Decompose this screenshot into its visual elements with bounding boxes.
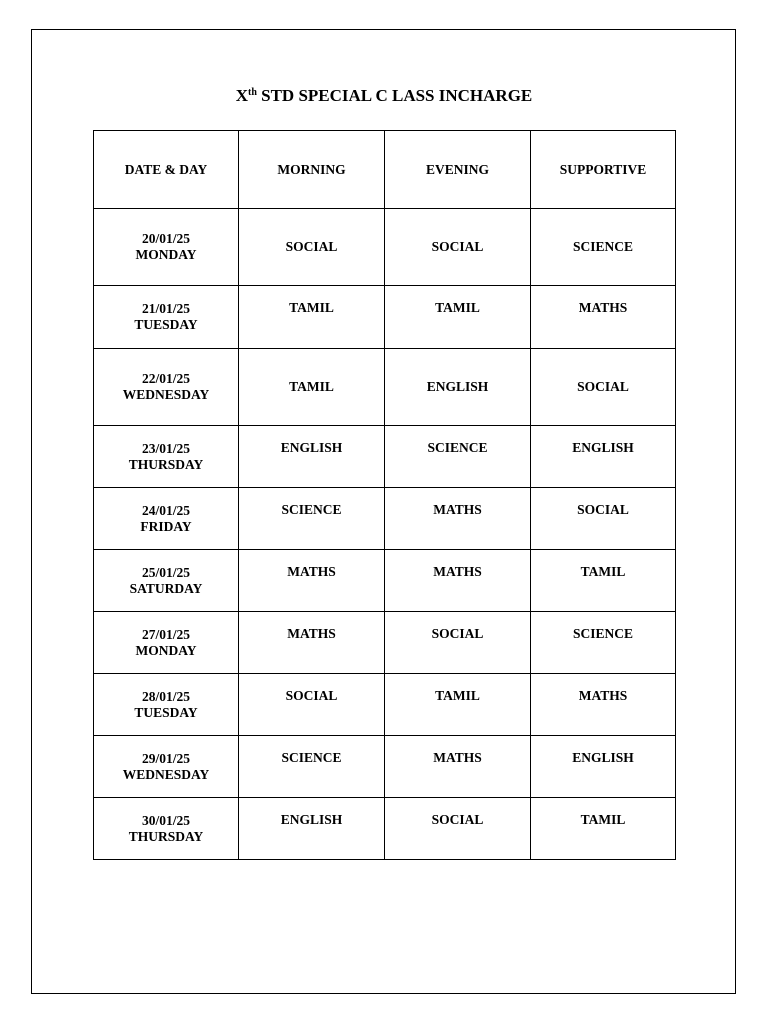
supportive-subject-cell: MATHS xyxy=(531,286,676,349)
header-morning: MORNING xyxy=(239,131,385,209)
table-row xyxy=(94,550,676,612)
date-text: 23/01/25 xyxy=(141,440,190,456)
date-day-cell xyxy=(94,349,239,426)
date-text: 25/01/25 xyxy=(141,564,190,580)
table-row xyxy=(94,426,676,488)
supportive-subject-cell: SCIENCE xyxy=(531,612,676,674)
supportive-subject-cell: TAMIL xyxy=(531,550,676,612)
title-prefix: X xyxy=(235,86,248,105)
evening-subject-cell: TAMIL xyxy=(385,286,531,349)
date-day-cell xyxy=(94,674,239,736)
day-text: FRIDAY xyxy=(140,518,192,534)
table-row xyxy=(94,488,676,550)
schedule-body xyxy=(94,209,676,860)
evening-subject-cell: TAMIL xyxy=(385,674,531,736)
evening-subject-cell: SOCIAL xyxy=(385,798,531,860)
supportive-subject-cell: ENGLISH xyxy=(531,736,676,798)
header-supportive: SUPPORTIVE xyxy=(531,131,676,209)
supportive-subject-cell: SOCIAL xyxy=(531,488,676,550)
date-text: 24/01/25 xyxy=(141,502,190,518)
supportive-subject-cell: TAMIL xyxy=(531,798,676,860)
supportive-subject-cell: ENGLISH xyxy=(531,426,676,488)
morning-subject-cell: MATHS xyxy=(239,550,385,612)
morning-subject-cell: TAMIL xyxy=(239,349,385,426)
date-day-cell xyxy=(94,798,239,860)
title-superscript: th xyxy=(247,87,257,98)
morning-subject-cell: TAMIL xyxy=(239,286,385,349)
morning-subject-cell: SCIENCE xyxy=(239,488,385,550)
date-text: 28/01/25 xyxy=(141,688,190,704)
date-text: 30/01/25 xyxy=(141,812,190,828)
date-day-cell xyxy=(94,550,239,612)
header-date-day: DATE & DAY xyxy=(94,131,239,209)
table-row xyxy=(94,736,676,798)
date-day-cell xyxy=(94,426,239,488)
morning-subject-cell: SCIENCE xyxy=(239,736,385,798)
evening-subject-cell: ENGLISH xyxy=(385,349,531,426)
day-text: WEDNESDAY xyxy=(122,387,210,402)
table-row xyxy=(94,674,676,736)
date-text: 21/01/25 xyxy=(141,301,190,316)
day-text: MONDAY xyxy=(135,642,197,658)
evening-subject-cell: SOCIAL xyxy=(385,209,531,286)
evening-subject-cell: MATHS xyxy=(385,488,531,550)
date-day-cell xyxy=(94,209,239,286)
morning-subject-cell: MATHS xyxy=(239,612,385,674)
morning-subject-cell: SOCIAL xyxy=(239,209,385,286)
page-title xyxy=(0,86,768,106)
evening-subject-cell: SCIENCE xyxy=(385,426,531,488)
morning-subject-cell: SOCIAL xyxy=(239,674,385,736)
date-day-cell xyxy=(94,612,239,674)
date-text: 27/01/25 xyxy=(141,626,190,642)
table-row xyxy=(94,349,676,426)
header-row xyxy=(94,131,676,209)
day-text: MONDAY xyxy=(135,247,197,262)
table-row xyxy=(94,798,676,860)
date-day-cell xyxy=(94,488,239,550)
day-text: THURSDAY xyxy=(128,456,204,472)
header-evening: EVENING xyxy=(385,131,531,209)
table-row xyxy=(94,209,676,286)
title-rest: STD SPECIAL C LASS INCHARGE xyxy=(256,86,533,105)
day-text: THURSDAY xyxy=(128,828,204,844)
morning-subject-cell: ENGLISH xyxy=(239,426,385,488)
supportive-subject-cell: SCIENCE xyxy=(531,209,676,286)
evening-subject-cell: SOCIAL xyxy=(385,612,531,674)
table-row xyxy=(94,612,676,674)
date-day-cell xyxy=(94,736,239,798)
day-text: TUESDAY xyxy=(134,704,198,720)
evening-subject-cell: MATHS xyxy=(385,736,531,798)
date-text: 29/01/25 xyxy=(141,750,190,766)
table-row xyxy=(94,286,676,349)
day-text: TUESDAY xyxy=(134,317,198,332)
date-day-cell xyxy=(94,286,239,349)
date-text: 22/01/25 xyxy=(141,371,190,386)
morning-subject-cell: ENGLISH xyxy=(239,798,385,860)
day-text: WEDNESDAY xyxy=(122,766,210,782)
schedule-table xyxy=(93,130,676,860)
date-text: 20/01/25 xyxy=(141,231,190,246)
supportive-subject-cell: MATHS xyxy=(531,674,676,736)
supportive-subject-cell: SOCIAL xyxy=(531,349,676,426)
day-text: SATURDAY xyxy=(129,580,203,596)
evening-subject-cell: MATHS xyxy=(385,550,531,612)
